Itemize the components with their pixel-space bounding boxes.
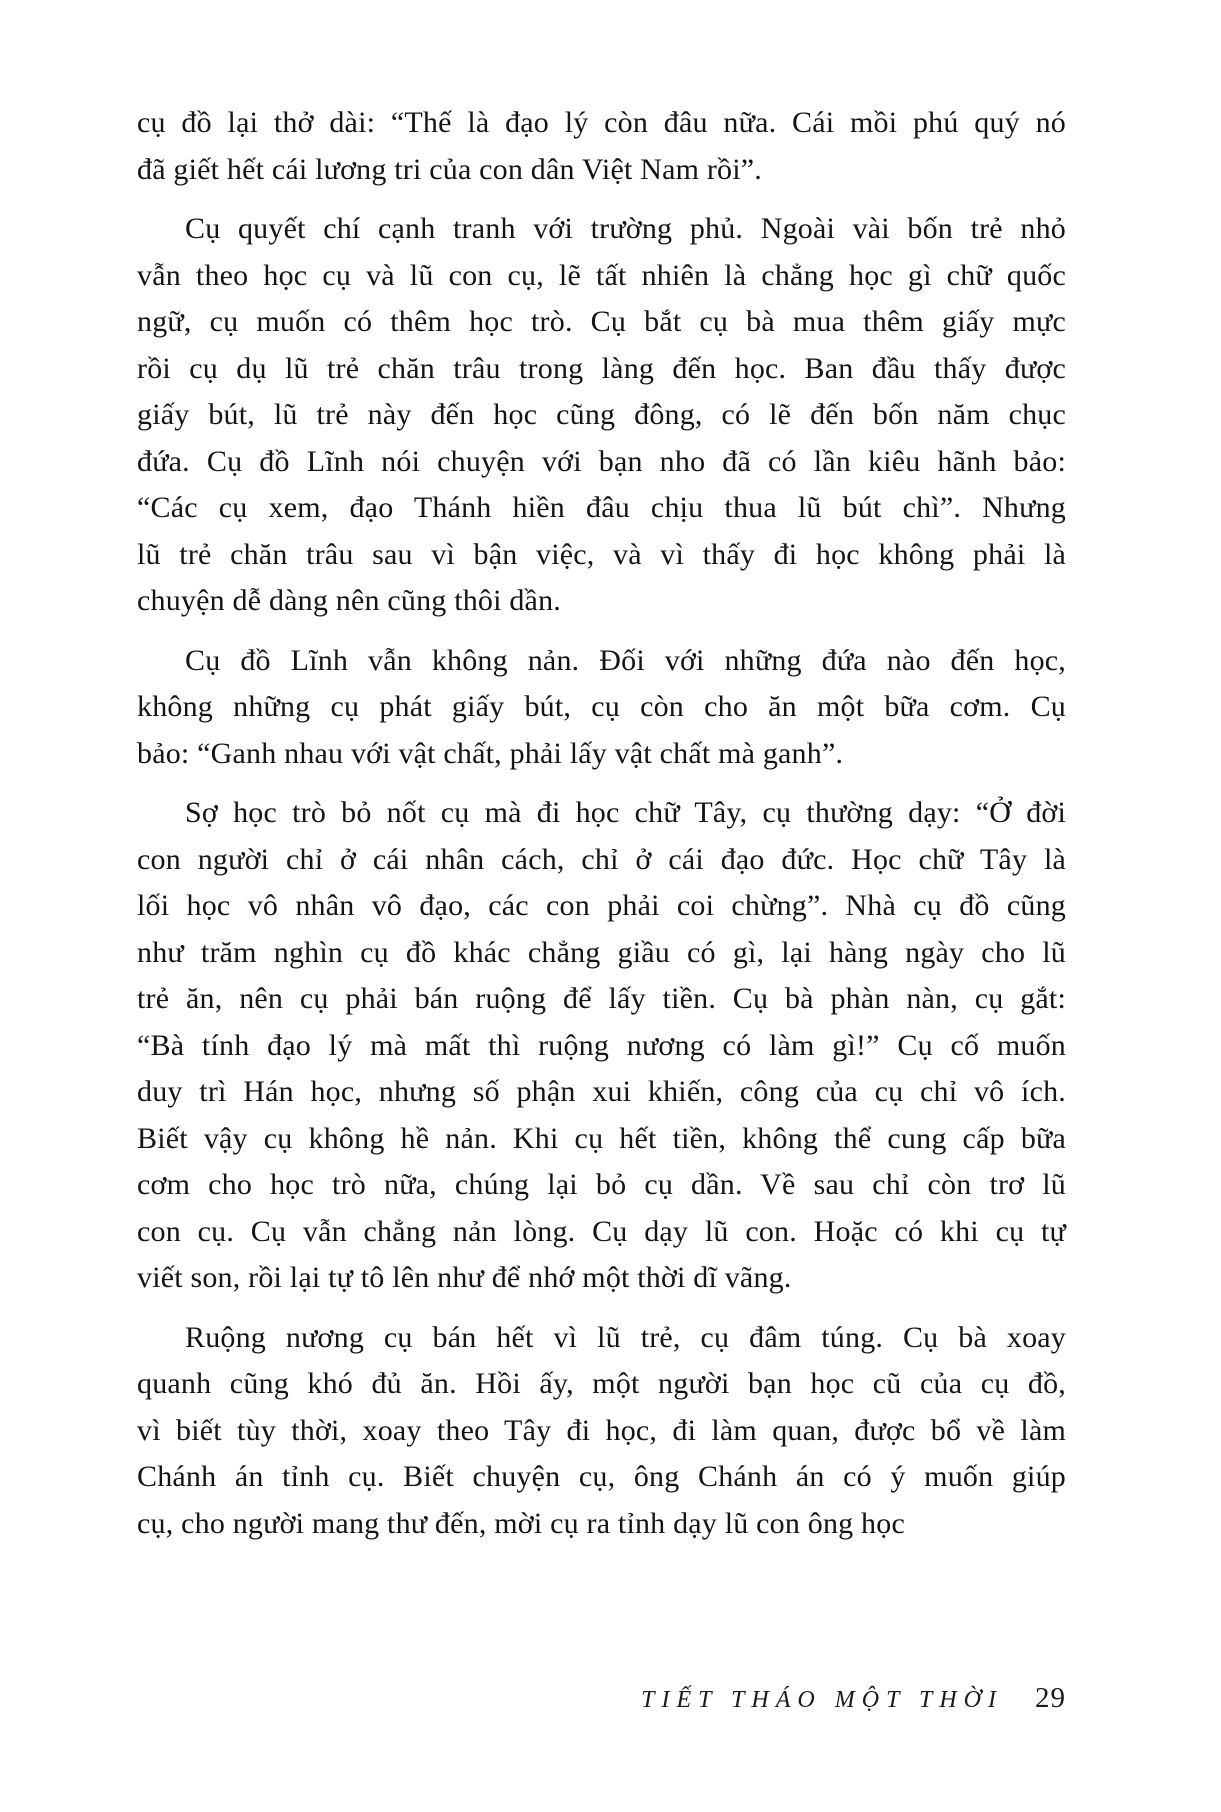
text-line: Biết vậy cụ không hề nản. Khi cụ hết tiền, không thể cung cấp bữa [137, 1121, 1066, 1155]
text-line: quanh cũng khó đủ ăn. Hồi ấy, một người bạn học cũ của cụ đồ, [137, 1367, 1066, 1400]
body-text [137, 100, 1066, 1560]
text-line: con người chỉ ở cái nhân cách, chỉ ở cái đạo đức. Học chữ Tây là [137, 842, 1066, 876]
text-line: giấy bút, lũ trẻ này đến học cũng đông, có lẽ đến bốn năm chục [137, 398, 1066, 431]
text-line: Cụ đồ Lĩnh vẫn không nản. Đối với những đứa nào đến học, [185, 643, 1066, 677]
text-line: cụ đồ lại thở dài: “Thế là đạo lý còn đâu nữa. Cái mồi phú quý nó [137, 106, 1066, 139]
text-line: như trăm nghìn cụ đồ khác chẳng giầu có gì, lại hàng ngày cho lũ [137, 935, 1066, 969]
page-number: 29 [1035, 1682, 1066, 1714]
text-line: lũ trẻ chăn trâu sau vì bận việc, và vì thấy đi học không phải là [137, 537, 1066, 571]
text-line: viết son, rồi lại tự tô lên như để nhớ một thời dĩ vãng. [137, 1261, 792, 1294]
text-line: duy trì Hán học, nhưng số phận xui khiến, công của cụ chỉ vô ích. [137, 1075, 1066, 1108]
text-line: đã giết hết cái lương tri của con dân Việt Nam rồi”. [137, 152, 762, 186]
text-line: bảo: “Ganh nhau với vật chất, phải lấy vật chất mà ganh”. [137, 736, 844, 770]
text-line: “Các cụ xem, đạo Thánh hiền đâu chịu thua lũ bút chì”. Nhưng [137, 491, 1066, 524]
text-line: trẻ ăn, nên cụ phải bán ruộng để lấy tiền. Cụ bà phàn nàn, cụ gắt: [137, 982, 1066, 1015]
text-line: Sợ học trò bỏ nốt cụ mà đi học chữ Tây, cụ thường dạy: “Ở đời [185, 796, 1066, 829]
text-line: rồi cụ dụ lũ trẻ chăn trâu trong làng đến học. Ban đầu thấy được [137, 351, 1066, 385]
text-line: vẫn theo học cụ và lũ con cụ, lẽ tất nhiên là chẳng học gì chữ quốc [137, 258, 1066, 292]
text-line: ngữ, cụ muốn có thêm học trò. Cụ bắt cụ bà mua thêm giấy mực [137, 305, 1066, 338]
paragraph [137, 206, 1066, 625]
text-line: Ruộng nương cụ bán hết vì lũ trẻ, cụ đâm túng. Cụ bà xoay [185, 1320, 1066, 1354]
text-line: cụ, cho người mang thư đến, mời cụ ra tỉnh dạy lũ con ông học [137, 1506, 905, 1540]
page-footer [137, 1682, 1066, 1715]
text-line: không những cụ phát giấy bút, cụ còn cho ăn một bữa cơm. Cụ [137, 690, 1066, 723]
paragraph [137, 638, 1066, 778]
text-line: đứa. Cụ đồ Lĩnh nói chuyện với bạn nho đã có lần kiêu hãnh bảo: [137, 444, 1066, 478]
running-title: TIẾT THÁO MỘT THỜI [641, 1687, 1003, 1713]
text-line: con cụ. Cụ vẫn chẳng nản lòng. Cụ dạy lũ con. Hoặc có khi cụ tự [137, 1214, 1066, 1248]
text-line: vì biết tùy thời, xoay theo Tây đi học, đi làm quan, được bổ về làm [137, 1413, 1066, 1447]
paragraph [137, 1315, 1066, 1548]
paragraph [137, 790, 1066, 1302]
text-line: Cụ quyết chí cạnh tranh với trường phủ. Ngoài vài bốn trẻ nhỏ [185, 212, 1066, 245]
text-line: chuyện dễ dàng nên cũng thôi dần. [137, 584, 561, 617]
text-line: Chánh án tỉnh cụ. Biết chuyện cụ, ông Chánh án có ý muốn giúp [137, 1460, 1066, 1493]
text-line: lối học vô nhân vô đạo, các con phải coi chừng”. Nhà cụ đồ cũng [137, 889, 1066, 922]
text-line: cơm cho học trò nữa, chúng lại bỏ cụ dần. Về sau chỉ còn trơ lũ [137, 1168, 1066, 1201]
paragraph [137, 100, 1066, 193]
text-line: “Bà tính đạo lý mà mất thì ruộng nương có làm gì!” Cụ cố muốn [137, 1028, 1066, 1062]
